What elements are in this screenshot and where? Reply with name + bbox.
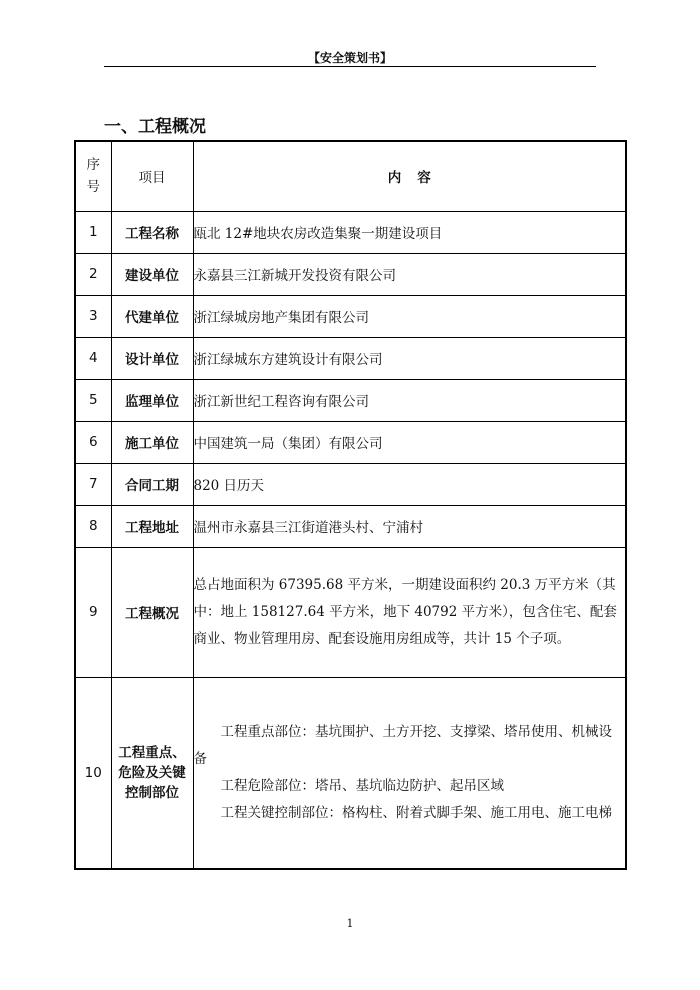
- table-row: [75, 677, 626, 869]
- row-value: 温州市永嘉县三江街道港头村、宁浦村: [193, 505, 626, 547]
- row-value: 瓯北 12#地块农房改造集聚一期建设项目: [193, 211, 626, 253]
- header-content-char-a: 内: [387, 170, 402, 187]
- row-label: 合同工期: [111, 463, 193, 505]
- control-parts-paragraph: 工程关键控制部位：格构柱、附着式脚手架、施工用电、施工电梯: [220, 804, 612, 821]
- row-label-line: 控制部位: [125, 784, 179, 801]
- row-number: 1: [75, 211, 111, 253]
- table-row: [75, 295, 626, 337]
- table-row: [75, 211, 626, 253]
- row-value: 中国建筑一局（集团）有限公司: [193, 421, 626, 463]
- page-number: 1: [346, 917, 354, 930]
- row-value-paragraphs: [193, 677, 626, 869]
- row-number: 5: [75, 379, 111, 421]
- row-label: 监理单位: [111, 379, 193, 421]
- row-number: 3: [75, 295, 111, 337]
- document-header-title: 【安全策划书】: [307, 51, 392, 65]
- table-row: [75, 505, 626, 547]
- row-label: 设计单位: [111, 337, 193, 379]
- table-row: [75, 253, 626, 295]
- row-value: 浙江绿城房地产集团有限公司: [193, 295, 626, 337]
- header-rule: [104, 66, 596, 67]
- row-value: 永嘉县三江新城开发投资有限公司: [193, 253, 626, 295]
- row-number: 6: [75, 421, 111, 463]
- row-number: 9: [75, 547, 111, 677]
- row-label: 工程概况: [111, 547, 193, 677]
- header-content-char-b: 容: [417, 170, 431, 187]
- row-number: 10: [75, 677, 111, 869]
- row-number: 4: [75, 337, 111, 379]
- table-row: [75, 379, 626, 421]
- row-value: 820 日历天: [193, 463, 626, 505]
- row-label: 施工单位: [111, 421, 193, 463]
- project-overview-table: [74, 140, 627, 870]
- row-value: 浙江新世纪工程咨询有限公司: [193, 379, 626, 421]
- table-row: [75, 421, 626, 463]
- header-item-cell: 项目: [111, 141, 193, 211]
- header-seq-cell: [75, 141, 111, 211]
- header-seq-line2: 号: [86, 179, 100, 196]
- table-row: [75, 547, 626, 677]
- header-seq-line1: 序: [86, 157, 100, 174]
- table-row: [75, 337, 626, 379]
- row-label-line: 工程重点、: [118, 744, 186, 761]
- row-label: 工程名称: [111, 211, 193, 253]
- row-label-multiline: [111, 677, 193, 869]
- row-number: 2: [75, 253, 111, 295]
- row-label: 建设单位: [111, 253, 193, 295]
- table-row: [75, 463, 626, 505]
- table-header-row: [75, 141, 626, 211]
- row-label: 工程地址: [111, 505, 193, 547]
- row-value: 浙江绿城东方建筑设计有限公司: [193, 337, 626, 379]
- row-value-paragraph: 总占地面积为 67395.68 平方米，一期建设面积约 20.3 万平方米（其中：地上 158127.64 平方米，地下 40792 平方米），包含住宅、配套商业、物业管理用房、配套设施用房组成等，共计 15 个子项。: [193, 547, 626, 677]
- row-label: 代建单位: [111, 295, 193, 337]
- row-label-line: 危险及关键: [118, 764, 186, 781]
- section-title: 一、工程概况: [104, 117, 206, 137]
- header-content-cell: [193, 141, 626, 211]
- row-number: 7: [75, 463, 111, 505]
- key-parts-paragraph: 工程重点部位：基坑围护、土方开挖、支撑梁、塔吊使用、机械设备: [193, 723, 612, 767]
- danger-parts-paragraph: 工程危险部位：塔吊、基坑临边防护、起吊区域: [220, 777, 504, 794]
- row-number: 8: [75, 505, 111, 547]
